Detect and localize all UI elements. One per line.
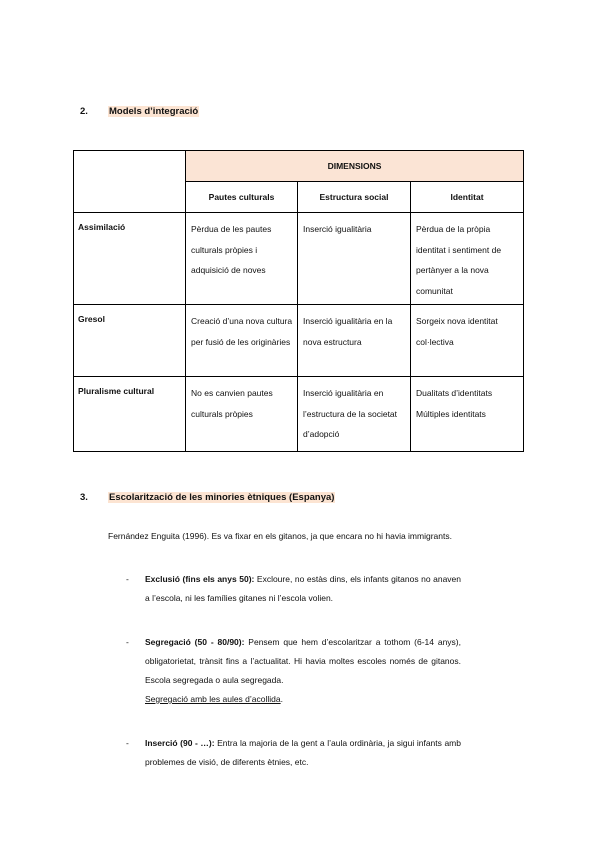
table-header-row (74, 151, 524, 182)
bullet-body (145, 570, 461, 608)
bullet-segregacio (126, 633, 461, 709)
bullet-dash: - (126, 637, 129, 647)
table-row (74, 377, 524, 452)
bullet-end-segregacio: . (280, 694, 283, 704)
cell-pluralisme-identitat (411, 377, 524, 452)
bullet-body (145, 633, 461, 709)
bullet-insercio (126, 734, 461, 772)
intro-paragraph: Fernández Enguita (1996). Es va fixar en els gitanos, ja que encara no hi havia immigrants. (108, 531, 452, 541)
cell-gresol-estructura: Inserció igualitària en la nova estructura (298, 305, 411, 377)
integration-models-table (73, 150, 524, 452)
table-corner-cell (74, 151, 186, 213)
identitat-line: Múltiples identitats (416, 408, 486, 419)
section-3-title: Escolarització de les minories ètniques (Espanya) (109, 492, 335, 503)
bullet-body (145, 734, 461, 772)
table-row (74, 213, 524, 305)
bullet-label-insercio: Inserció (90 - …): (145, 738, 215, 748)
cell-assimilacio-estructura: Inserció igualitària (298, 213, 411, 305)
cell-assimilacio-identitat: Pèrdua de la pròpia identitat i sentiment de pertànyer a la nova comunitat (411, 213, 524, 305)
bullet-dash: - (126, 738, 129, 748)
section-3-number: 3. (80, 492, 88, 503)
table-row (74, 305, 524, 377)
bullet-text-insercio: Entra la majoria de la gent a l’aula ordinària, ja sigui infants amb problemes de visió, de diferents ètnies, etc. (145, 738, 461, 767)
cell-pluralisme-estructura: Inserció igualitària en l’estructura de la societat d’adopció (298, 377, 411, 452)
cell-gresol-pautes: Creació d’una nova cultura per fusió de les originàries (186, 305, 298, 377)
row-label-pluralisme: Pluralisme cultural (74, 377, 186, 452)
bullet-text-exclusio: Excloure, no estàs dins, els infants gitanos no anaven a l’escola, ni les famílies gitanes ni l’escola volien. (145, 574, 461, 603)
column-header-estructura: Estructura social (298, 182, 411, 213)
bullet-label-exclusio: Exclusió (fins els anys 50): (145, 574, 255, 584)
section-2-number: 2. (80, 106, 88, 117)
section-2-title: Models d’integració (109, 106, 199, 117)
underlined-segregacio-aules: Segregació amb les aules d’acollida (145, 694, 281, 704)
bullet-dash: - (126, 574, 129, 584)
identitat-line: Dualitats d’identitats (416, 388, 493, 398)
dimensions-header: DIMENSIONS (186, 151, 524, 182)
row-label-gresol: Gresol (74, 305, 186, 377)
bullet-label-segregacio: Segregació (50 - 80/90): (145, 637, 245, 647)
section-3-heading (80, 491, 335, 504)
bullet-exclusio (126, 570, 461, 608)
column-header-pautes: Pautes culturals (186, 182, 298, 213)
cell-pluralisme-pautes: No es canvien pautes culturals pròpies (186, 377, 298, 452)
bullet-text-segregacio: Pensem que hem d’escolaritzar a tothom (6-14 anys), obligatorietat, trànsit fins a l’actualitat. Hi havia moltes escoles només de gitanos. Escola segregada o aula segregada. (145, 637, 461, 685)
cell-gresol-identitat: Sorgeix nova identitat col·lectiva (411, 305, 524, 377)
column-header-identitat: Identitat (411, 182, 524, 213)
section-2-heading (80, 105, 199, 118)
row-label-assimilacio: Assimilació (74, 213, 186, 305)
cell-assimilacio-pautes: Pèrdua de les pautes culturals pròpies i adquisició de noves (186, 213, 298, 305)
